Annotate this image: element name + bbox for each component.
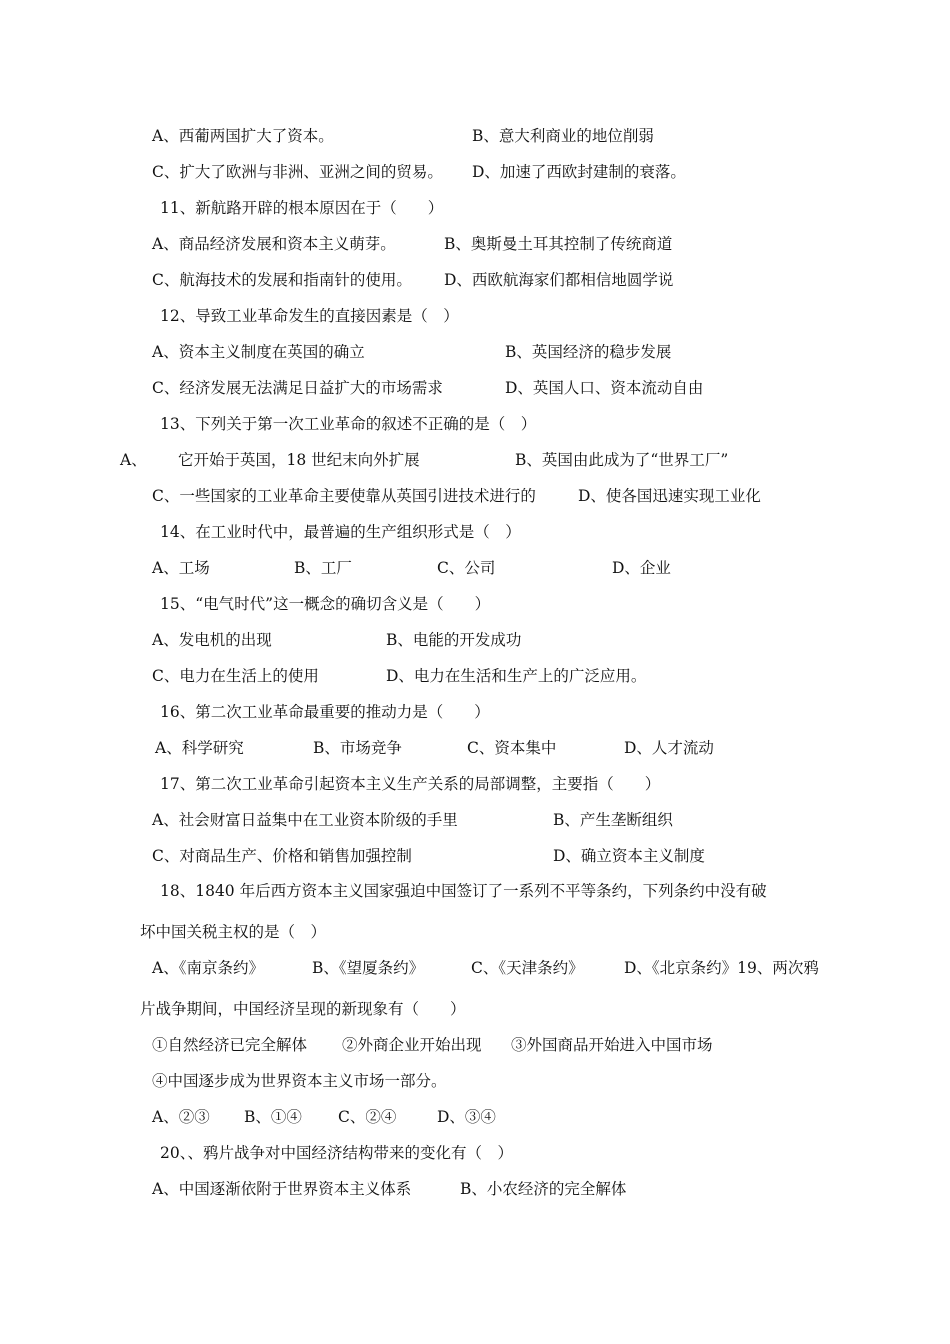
q16-option-b: B、市场竞争	[313, 739, 402, 757]
q19-item-2: ②外商企业开始出现	[342, 1036, 482, 1054]
q12-stem: 12、导致工业革命发生的直接因素是（ ）	[160, 307, 459, 325]
q20-option-a: A、中国逐渐依附于世界资本主义体系	[152, 1180, 412, 1198]
q18-stem-line2: 坏中国关税主权的是（ ）	[140, 923, 327, 941]
q15-option-a: A、发电机的出现	[152, 631, 272, 649]
q19-stem-cont: 片战争期间，中国经济呈现的新现象有（ ）	[140, 1000, 466, 1018]
q20-stem: 20、、鸦片战争对中国经济结构带来的变化有（ ）	[160, 1144, 513, 1162]
q11-option-c: C、航海技术的发展和指南针的使用。	[152, 271, 412, 289]
q16-option-d: D、人才流动	[624, 739, 714, 757]
q16-stem: 16、第二次工业革命最重要的推动力是（ ）	[160, 703, 490, 721]
q10-option-d: D、加速了西欧封建制的衰落。	[472, 163, 686, 181]
q19-option-c: C、②④	[338, 1108, 397, 1126]
q13-stem: 13、下列关于第一次工业革命的叙述不正确的是（ ）	[160, 415, 537, 433]
q17-option-b: B、产生垄断组织	[553, 811, 673, 829]
q14-option-d: D、企业	[612, 559, 671, 577]
q14-option-c: C、公司	[437, 559, 496, 577]
q15-option-c: C、电力在生活上的使用	[152, 667, 319, 685]
q12-option-c: C、经济发展无法满足日益扩大的市场需求	[152, 379, 443, 397]
q10-option-a: A、西葡两国扩大了资本。	[152, 127, 334, 145]
q19-item-1: ①自然经济已完全解体	[152, 1036, 308, 1054]
q17-option-c: C、对商品生产、价格和销售加强控制	[152, 847, 412, 865]
q13-option-a-text: 它开始于英国，18 世纪末向外扩展	[178, 451, 420, 469]
q18-option-c: C、《天津条约》	[471, 959, 584, 977]
q12-option-d: D、英国人口、资本流动自由	[505, 379, 704, 397]
q14-stem: 14、在工业时代中，最普遍的生产组织形式是（ ）	[160, 523, 521, 541]
q19-option-d: D、③④	[437, 1108, 496, 1126]
q15-option-d: D、电力在生活和生产上的广泛应用。	[386, 667, 647, 685]
q10-option-c: C、扩大了欧洲与非洲、亚洲之间的贸易。	[152, 163, 443, 181]
q12-option-a: A、资本主义制度在英国的确立	[152, 343, 365, 361]
q16-option-c: C、资本集中	[467, 739, 557, 757]
q13-option-a-label: A、	[120, 451, 147, 469]
q20-option-b: B、小农经济的完全解体	[460, 1180, 627, 1198]
q14-option-b: B、工厂	[294, 559, 352, 577]
q19-option-a: A、②③	[152, 1108, 210, 1126]
q18-stem-line1: 18、1840 年后西方资本主义国家强迫中国签订了一系列不平等条约，下列条约中没有破	[160, 882, 767, 900]
q14-option-a: A、工场	[152, 559, 210, 577]
q11-stem: 11、新航路开辟的根本原因在于（ ）	[160, 199, 444, 217]
q18-option-d: D、《北京条约》19、两次鸦	[624, 959, 819, 977]
q17-option-a: A、社会财富日益集中在工业资本阶级的手里	[152, 811, 458, 829]
q11-option-a: A、商品经济发展和资本主义萌芽。	[152, 235, 396, 253]
q16-option-a: A、科学研究	[155, 739, 244, 757]
q13-option-d: D、使各国迅速实现工业化	[578, 487, 761, 505]
q19-option-b: B、①④	[244, 1108, 302, 1126]
q10-option-b: B、意大利商业的地位削弱	[472, 127, 654, 145]
q13-option-c: C、一些国家的工业革命主要使靠从英国引进技术进行的	[152, 487, 536, 505]
q15-stem: 15、“电气时代”这一概念的确切含义是（ ）	[160, 595, 491, 613]
q11-option-d: D、西欧航海家们都相信地圆学说	[444, 271, 674, 289]
q18-option-b: B、《望厦条约》	[312, 959, 425, 977]
q15-option-b: B、电能的开发成功	[386, 631, 522, 649]
q17-stem: 17、第二次工业革命引起资本主义生产关系的局部调整，主要指（ ）	[160, 775, 661, 793]
q18-option-a: A、《南京条约》	[152, 959, 264, 977]
q19-item-4: ④中国逐步成为世界资本主义市场一部分。	[152, 1072, 447, 1090]
q19-item-3: ③外国商品开始进入中国市场	[511, 1036, 713, 1054]
q13-option-b: B、英国由此成为了“世界工厂”	[515, 451, 729, 469]
q11-option-b: B、奥斯曼土耳其控制了传统商道	[444, 235, 673, 253]
q17-option-d: D、确立资本主义制度	[553, 847, 705, 865]
q12-option-b: B、英国经济的稳步发展	[505, 343, 672, 361]
